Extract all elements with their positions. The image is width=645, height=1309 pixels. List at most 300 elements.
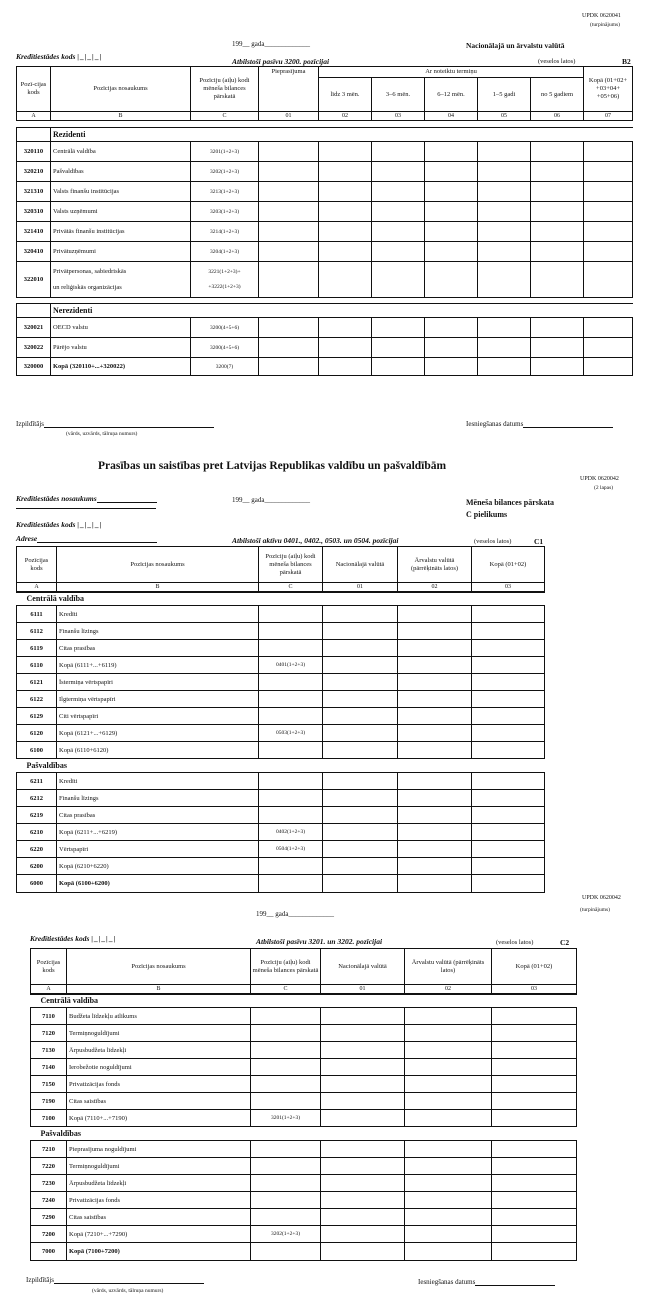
row-code: 6111 bbox=[17, 606, 57, 623]
c2-date-field[interactable]: 199__ gada_____________ bbox=[256, 910, 334, 918]
row-ref bbox=[251, 1042, 321, 1059]
table-row bbox=[17, 242, 633, 262]
input-cell[interactable] bbox=[259, 338, 319, 358]
row-code: 6121 bbox=[17, 674, 57, 691]
b2-date-field[interactable]: 199__ gada_____________ bbox=[232, 40, 310, 48]
input-cell[interactable] bbox=[492, 1192, 577, 1209]
row-code: 7000 bbox=[31, 1243, 67, 1261]
input-cell[interactable] bbox=[398, 858, 472, 875]
input-cell[interactable] bbox=[472, 606, 545, 623]
row-code: 7190 bbox=[31, 1093, 67, 1110]
row-name: Termiņnoguldījumi bbox=[67, 1025, 251, 1042]
row-code: 6219 bbox=[17, 807, 57, 824]
input-cell[interactable] bbox=[531, 358, 584, 376]
row-code: 6212 bbox=[17, 790, 57, 807]
b2-table-id: B2 bbox=[622, 57, 631, 66]
input-cell[interactable] bbox=[321, 1209, 405, 1226]
b2-code-boxes[interactable]: |_|_|_| bbox=[77, 52, 103, 61]
input-cell[interactable] bbox=[259, 318, 319, 338]
input-cell[interactable] bbox=[259, 242, 319, 262]
input-cell[interactable] bbox=[319, 142, 372, 162]
row-name: Pašvaldības bbox=[51, 162, 191, 182]
input-cell[interactable] bbox=[472, 858, 545, 875]
b2-header-code: Pozī-cijas kods bbox=[17, 67, 51, 112]
input-cell[interactable] bbox=[372, 338, 425, 358]
table-row bbox=[17, 182, 633, 202]
input-cell[interactable] bbox=[425, 358, 478, 376]
input-cell[interactable] bbox=[405, 1025, 492, 1042]
row-ref bbox=[251, 1076, 321, 1093]
input-cell[interactable] bbox=[398, 674, 472, 691]
input-cell[interactable] bbox=[323, 742, 398, 759]
b2-letter: B bbox=[51, 112, 191, 121]
input-cell[interactable] bbox=[405, 1076, 492, 1093]
input-cell[interactable] bbox=[398, 824, 472, 841]
row-name: Ilgtermiņa vērtspapīri bbox=[57, 691, 259, 708]
input-cell[interactable] bbox=[584, 202, 633, 222]
input-cell[interactable] bbox=[323, 807, 398, 824]
row-ref bbox=[251, 1243, 321, 1261]
input-cell[interactable] bbox=[492, 1059, 577, 1076]
input-cell[interactable] bbox=[398, 657, 472, 674]
input-cell[interactable] bbox=[492, 1141, 577, 1158]
c2-header-foreign: Ārvalstu valūtā (pārrēķināts latos) bbox=[405, 949, 492, 985]
b2-executor-field[interactable] bbox=[44, 427, 214, 428]
row-name: Kopā (7100+7200) bbox=[67, 1243, 251, 1261]
input-cell[interactable] bbox=[472, 807, 545, 824]
input-cell[interactable] bbox=[472, 691, 545, 708]
row-code: 6110 bbox=[17, 657, 57, 674]
input-cell[interactable] bbox=[478, 162, 531, 182]
input-cell[interactable] bbox=[321, 1141, 405, 1158]
row-code: 7210 bbox=[31, 1141, 67, 1158]
row-name: Privatizācijas fonds bbox=[67, 1192, 251, 1209]
input-cell[interactable] bbox=[321, 1059, 405, 1076]
input-cell[interactable] bbox=[425, 142, 478, 162]
input-cell[interactable] bbox=[398, 725, 472, 742]
input-cell[interactable] bbox=[492, 1209, 577, 1226]
table-row bbox=[31, 1175, 577, 1192]
c1-letter: 02 bbox=[398, 583, 472, 592]
input-cell[interactable] bbox=[321, 1243, 405, 1261]
c-form-code: UPDK 0620042 bbox=[580, 476, 619, 482]
row-code: 7120 bbox=[31, 1025, 67, 1042]
input-cell[interactable] bbox=[372, 182, 425, 202]
input-cell[interactable] bbox=[584, 142, 633, 162]
row-name: Kopā (6121+...+6129) bbox=[57, 725, 259, 742]
input-cell[interactable] bbox=[321, 1008, 405, 1025]
input-cell[interactable] bbox=[323, 773, 398, 790]
input-cell[interactable] bbox=[478, 338, 531, 358]
input-cell[interactable] bbox=[319, 242, 372, 262]
input-cell[interactable] bbox=[405, 1141, 492, 1158]
input-cell[interactable] bbox=[584, 242, 633, 262]
input-cell[interactable] bbox=[472, 824, 545, 841]
c2-submission: Iesniegšanas datums bbox=[418, 1278, 555, 1286]
input-cell[interactable] bbox=[531, 262, 584, 298]
input-cell[interactable] bbox=[323, 841, 398, 858]
input-cell[interactable] bbox=[321, 1158, 405, 1175]
c-appendix: C pielikums bbox=[466, 510, 508, 519]
input-cell[interactable] bbox=[321, 1110, 405, 1127]
input-cell[interactable] bbox=[492, 1076, 577, 1093]
input-cell[interactable] bbox=[405, 1093, 492, 1110]
input-cell[interactable] bbox=[425, 182, 478, 202]
b2-executor-hint: (vārds, uzvārds, tālruņa numurs) bbox=[66, 431, 138, 437]
table-row bbox=[17, 657, 545, 674]
c-address-field[interactable] bbox=[37, 542, 157, 543]
input-cell[interactable] bbox=[492, 1093, 577, 1110]
b2-header-t5: no 5 gadiem bbox=[531, 78, 584, 112]
b2-letter: 06 bbox=[531, 112, 584, 121]
b2-submission-field[interactable] bbox=[523, 427, 613, 428]
row-name: OECD valstu bbox=[51, 318, 191, 338]
c2-letter: 02 bbox=[405, 985, 492, 994]
b2-header-name: Pozīcijas nosaukums bbox=[51, 67, 191, 112]
input-cell[interactable] bbox=[405, 1243, 492, 1261]
table-row bbox=[17, 708, 545, 725]
input-cell[interactable] bbox=[398, 841, 472, 858]
input-cell[interactable] bbox=[398, 807, 472, 824]
input-cell[interactable] bbox=[492, 1226, 577, 1243]
row-ref bbox=[259, 674, 323, 691]
row-ref bbox=[259, 708, 323, 725]
input-cell[interactable] bbox=[425, 338, 478, 358]
c1-letter: B bbox=[57, 583, 259, 592]
b2-form-note: (turpinājums) bbox=[590, 22, 620, 28]
c2-header-name: Pozīcijas nosaukums bbox=[67, 949, 251, 985]
input-cell[interactable] bbox=[259, 202, 319, 222]
input-cell[interactable] bbox=[584, 162, 633, 182]
table-row bbox=[17, 841, 545, 858]
b2-letter: C bbox=[191, 112, 259, 121]
input-cell[interactable] bbox=[472, 708, 545, 725]
table-row bbox=[17, 807, 545, 824]
b2-subtitle: Atbilstoši pasīvu 3200. pozīcijai bbox=[232, 57, 330, 66]
input-cell[interactable] bbox=[584, 318, 633, 338]
row-name: Citas saistības bbox=[67, 1209, 251, 1226]
input-cell[interactable] bbox=[478, 242, 531, 262]
b2-header-demand: Pieprasījuma bbox=[259, 67, 319, 112]
input-cell[interactable] bbox=[425, 318, 478, 338]
row-name: Privatizācijas fonds bbox=[67, 1076, 251, 1093]
row-name: Ārpusbudžeta līdzekļi bbox=[67, 1175, 251, 1192]
input-cell[interactable] bbox=[584, 358, 633, 376]
input-cell[interactable] bbox=[425, 222, 478, 242]
table-row bbox=[17, 824, 545, 841]
input-cell[interactable] bbox=[323, 790, 398, 807]
input-cell[interactable] bbox=[398, 773, 472, 790]
c-institution-code-label: Kredītiestādes kods |_|_|_| bbox=[16, 520, 103, 529]
row-code: 7150 bbox=[31, 1076, 67, 1093]
input-cell[interactable] bbox=[478, 222, 531, 242]
input-cell[interactable] bbox=[398, 875, 472, 893]
row-ref bbox=[251, 1158, 321, 1175]
input-cell[interactable] bbox=[478, 358, 531, 376]
c-date-field[interactable]: 199__ gada_____________ bbox=[232, 496, 310, 504]
input-cell[interactable] bbox=[321, 1192, 405, 1209]
input-cell[interactable] bbox=[323, 875, 398, 893]
input-cell[interactable] bbox=[398, 640, 472, 657]
input-cell[interactable] bbox=[472, 725, 545, 742]
c1-letter: C bbox=[259, 583, 323, 592]
input-cell[interactable] bbox=[472, 875, 545, 893]
input-cell[interactable] bbox=[472, 657, 545, 674]
c2-form-code: UPDK 0620042 bbox=[582, 895, 621, 901]
input-cell[interactable] bbox=[425, 162, 478, 182]
input-cell[interactable] bbox=[259, 162, 319, 182]
row-code: 320110 bbox=[17, 142, 51, 162]
row-code: 7230 bbox=[31, 1175, 67, 1192]
input-cell[interactable] bbox=[492, 1158, 577, 1175]
c-name-line bbox=[16, 508, 156, 509]
table-row bbox=[31, 1025, 577, 1042]
input-cell[interactable] bbox=[323, 640, 398, 657]
input-cell[interactable] bbox=[492, 1025, 577, 1042]
row-ref bbox=[259, 790, 323, 807]
input-cell[interactable] bbox=[259, 222, 319, 242]
row-code: 6120 bbox=[17, 725, 57, 742]
input-cell[interactable] bbox=[372, 162, 425, 182]
input-cell[interactable] bbox=[319, 222, 372, 242]
input-cell[interactable] bbox=[531, 242, 584, 262]
row-ref bbox=[251, 1025, 321, 1042]
table-row bbox=[17, 773, 545, 790]
input-cell[interactable] bbox=[323, 691, 398, 708]
input-cell[interactable] bbox=[405, 1209, 492, 1226]
input-cell[interactable] bbox=[321, 1025, 405, 1042]
table-row bbox=[17, 606, 545, 623]
input-cell[interactable] bbox=[405, 1226, 492, 1243]
c2-submission-field[interactable] bbox=[475, 1285, 555, 1286]
input-cell[interactable] bbox=[319, 262, 372, 298]
c1-table bbox=[16, 546, 545, 893]
input-cell[interactable] bbox=[492, 1008, 577, 1025]
table-row bbox=[31, 1192, 577, 1209]
input-cell[interactable] bbox=[319, 202, 372, 222]
row-ref bbox=[259, 742, 323, 759]
input-cell[interactable] bbox=[478, 142, 531, 162]
input-cell[interactable] bbox=[398, 708, 472, 725]
input-cell[interactable] bbox=[372, 318, 425, 338]
input-cell[interactable] bbox=[398, 742, 472, 759]
table-row bbox=[17, 742, 545, 759]
input-cell[interactable] bbox=[492, 1243, 577, 1261]
table-row bbox=[31, 1042, 577, 1059]
input-cell[interactable] bbox=[372, 222, 425, 242]
row-ref bbox=[251, 1059, 321, 1076]
b2-letter: 07 bbox=[584, 112, 633, 121]
input-cell[interactable] bbox=[323, 657, 398, 674]
input-cell[interactable] bbox=[372, 142, 425, 162]
input-cell[interactable] bbox=[321, 1175, 405, 1192]
input-cell[interactable] bbox=[319, 318, 372, 338]
c2-header-code: Pozīcijas kods bbox=[31, 949, 67, 985]
row-code: 7140 bbox=[31, 1059, 67, 1076]
row-ref: 0503(1+2+3) bbox=[259, 725, 323, 742]
b2-submission: Iesniegšanas datums bbox=[466, 420, 613, 428]
row-name: Kredīti bbox=[57, 606, 259, 623]
input-cell[interactable] bbox=[323, 858, 398, 875]
c-address: Adrese bbox=[16, 534, 157, 543]
input-cell[interactable] bbox=[584, 262, 633, 298]
input-cell[interactable] bbox=[259, 182, 319, 202]
row-name: Ierobežotie noguldījumi bbox=[67, 1059, 251, 1076]
input-cell[interactable] bbox=[321, 1042, 405, 1059]
input-cell[interactable] bbox=[584, 182, 633, 202]
row-ref bbox=[251, 1008, 321, 1025]
c2-letter: 03 bbox=[492, 985, 577, 994]
input-cell[interactable] bbox=[531, 182, 584, 202]
input-cell[interactable] bbox=[323, 725, 398, 742]
c-code-boxes[interactable]: |_|_|_| bbox=[77, 520, 103, 529]
input-cell[interactable] bbox=[425, 202, 478, 222]
row-code: 7200 bbox=[31, 1226, 67, 1243]
input-cell[interactable] bbox=[584, 338, 633, 358]
row-code: 320410 bbox=[17, 242, 51, 262]
row-name: Citas saistības bbox=[67, 1093, 251, 1110]
row-name: Citas prasības bbox=[57, 640, 259, 657]
input-cell[interactable] bbox=[321, 1076, 405, 1093]
input-cell[interactable] bbox=[405, 1042, 492, 1059]
row-code: 320022 bbox=[17, 338, 51, 358]
input-cell[interactable] bbox=[323, 824, 398, 841]
c2-letter: B bbox=[67, 985, 251, 994]
c-institution-name-field[interactable] bbox=[97, 502, 157, 503]
input-cell[interactable] bbox=[259, 262, 319, 298]
b2-executor: Izpildītājs bbox=[16, 420, 214, 428]
input-cell[interactable] bbox=[472, 742, 545, 759]
input-cell[interactable] bbox=[259, 142, 319, 162]
table-row bbox=[31, 1226, 577, 1243]
input-cell[interactable] bbox=[321, 1093, 405, 1110]
input-cell[interactable] bbox=[398, 623, 472, 640]
input-cell[interactable] bbox=[323, 708, 398, 725]
input-cell[interactable] bbox=[398, 691, 472, 708]
input-cell[interactable] bbox=[405, 1110, 492, 1127]
input-cell[interactable] bbox=[405, 1175, 492, 1192]
row-ref: 3221(1+2+3)+ +3222(1+2+3) bbox=[191, 262, 259, 298]
row-name: Pieprasījuma noguldījumi bbox=[67, 1141, 251, 1158]
input-cell[interactable] bbox=[531, 142, 584, 162]
input-cell[interactable] bbox=[472, 674, 545, 691]
input-cell[interactable] bbox=[372, 242, 425, 262]
input-cell[interactable] bbox=[321, 1226, 405, 1243]
c1-header-name: Pozīcijas nosaukums bbox=[57, 547, 259, 583]
b2-section-residents: Rezidenti bbox=[51, 128, 633, 142]
c2-units: (veselos latos) bbox=[496, 939, 534, 946]
row-code: 7100 bbox=[31, 1110, 67, 1127]
b2-header-t1: līdz 3 mēn. bbox=[319, 78, 372, 112]
input-cell[interactable] bbox=[492, 1175, 577, 1192]
c2-code-boxes[interactable]: |_|_|_| bbox=[91, 934, 117, 943]
input-cell[interactable] bbox=[478, 318, 531, 338]
row-ref: 0504(1+2+3) bbox=[259, 841, 323, 858]
row-ref bbox=[251, 1141, 321, 1158]
input-cell[interactable] bbox=[405, 1008, 492, 1025]
c1-header-national: Nacionālajā valūtā bbox=[323, 547, 398, 583]
input-cell[interactable] bbox=[478, 202, 531, 222]
input-cell[interactable] bbox=[405, 1192, 492, 1209]
input-cell[interactable] bbox=[531, 222, 584, 242]
b2-institution-code-label: Kredītiestādes kods |_|_|_| bbox=[16, 52, 103, 61]
input-cell[interactable] bbox=[492, 1042, 577, 1059]
b2-letter: 02 bbox=[319, 112, 372, 121]
row-ref: 3200(4+5+6) bbox=[191, 338, 259, 358]
input-cell[interactable] bbox=[531, 202, 584, 222]
input-cell[interactable] bbox=[472, 790, 545, 807]
row-ref bbox=[259, 807, 323, 824]
input-cell[interactable] bbox=[398, 606, 472, 623]
input-cell[interactable] bbox=[425, 262, 478, 298]
c1-header-code: Pozīcijas kods bbox=[17, 547, 57, 583]
input-cell[interactable] bbox=[405, 1158, 492, 1175]
c2-executor-field[interactable] bbox=[54, 1283, 204, 1284]
row-code: 7220 bbox=[31, 1158, 67, 1175]
input-cell[interactable] bbox=[472, 640, 545, 657]
row-name: Finanšu līzings bbox=[57, 790, 259, 807]
c2-institution-code-label: Kredītiestādes kods |_|_|_| bbox=[30, 934, 117, 943]
row-code: 6200 bbox=[17, 858, 57, 875]
input-cell[interactable] bbox=[319, 338, 372, 358]
input-cell[interactable] bbox=[584, 222, 633, 242]
row-code: 7240 bbox=[31, 1192, 67, 1209]
c1-header-foreign: Ārvalstu valūtā (pārrēķināts latos) bbox=[398, 547, 472, 583]
input-cell[interactable] bbox=[472, 773, 545, 790]
c-main-title: Prasības un saistības pret Latvijas Republikas valdību un pašvaldībām bbox=[98, 460, 447, 472]
table-row bbox=[17, 691, 545, 708]
row-ref: 3213(1+2+3) bbox=[191, 182, 259, 202]
input-cell[interactable] bbox=[478, 182, 531, 202]
b2-header-by-term: Ar noteiktu termiņu bbox=[319, 67, 584, 78]
row-ref bbox=[251, 1192, 321, 1209]
b2-table bbox=[16, 66, 633, 376]
table-row bbox=[17, 790, 545, 807]
input-cell[interactable] bbox=[323, 674, 398, 691]
input-cell[interactable] bbox=[398, 790, 472, 807]
input-cell[interactable] bbox=[259, 358, 319, 376]
c1-table-id: C1 bbox=[534, 537, 544, 546]
input-cell[interactable] bbox=[531, 318, 584, 338]
input-cell[interactable] bbox=[319, 182, 372, 202]
input-cell[interactable] bbox=[372, 262, 425, 298]
input-cell[interactable] bbox=[492, 1110, 577, 1127]
input-cell[interactable] bbox=[372, 358, 425, 376]
c1-letter: A bbox=[17, 583, 57, 592]
c1-subtitle: Atbilstoši aktīvu 0401., 0402., 0503. un 0504. pozīcijai bbox=[232, 536, 399, 545]
input-cell[interactable] bbox=[531, 338, 584, 358]
input-cell[interactable] bbox=[319, 358, 372, 376]
row-name: Citas prasības bbox=[57, 807, 259, 824]
input-cell[interactable] bbox=[323, 606, 398, 623]
input-cell[interactable] bbox=[405, 1059, 492, 1076]
row-code: 7290 bbox=[31, 1209, 67, 1226]
row-code: 6122 bbox=[17, 691, 57, 708]
row-name: Īstermiņa vērtspapīri bbox=[57, 674, 259, 691]
c1-letter: 03 bbox=[472, 583, 545, 592]
input-cell[interactable] bbox=[372, 202, 425, 222]
input-cell[interactable] bbox=[323, 623, 398, 640]
input-cell[interactable] bbox=[319, 162, 372, 182]
input-cell[interactable] bbox=[478, 262, 531, 298]
row-name: Privātās finanšu institūcijas bbox=[51, 222, 191, 242]
c2-section-central: Centrālā valdība bbox=[31, 994, 577, 1008]
input-cell[interactable] bbox=[472, 623, 545, 640]
row-ref bbox=[259, 640, 323, 657]
input-cell[interactable] bbox=[425, 242, 478, 262]
input-cell[interactable] bbox=[472, 841, 545, 858]
input-cell[interactable] bbox=[531, 162, 584, 182]
